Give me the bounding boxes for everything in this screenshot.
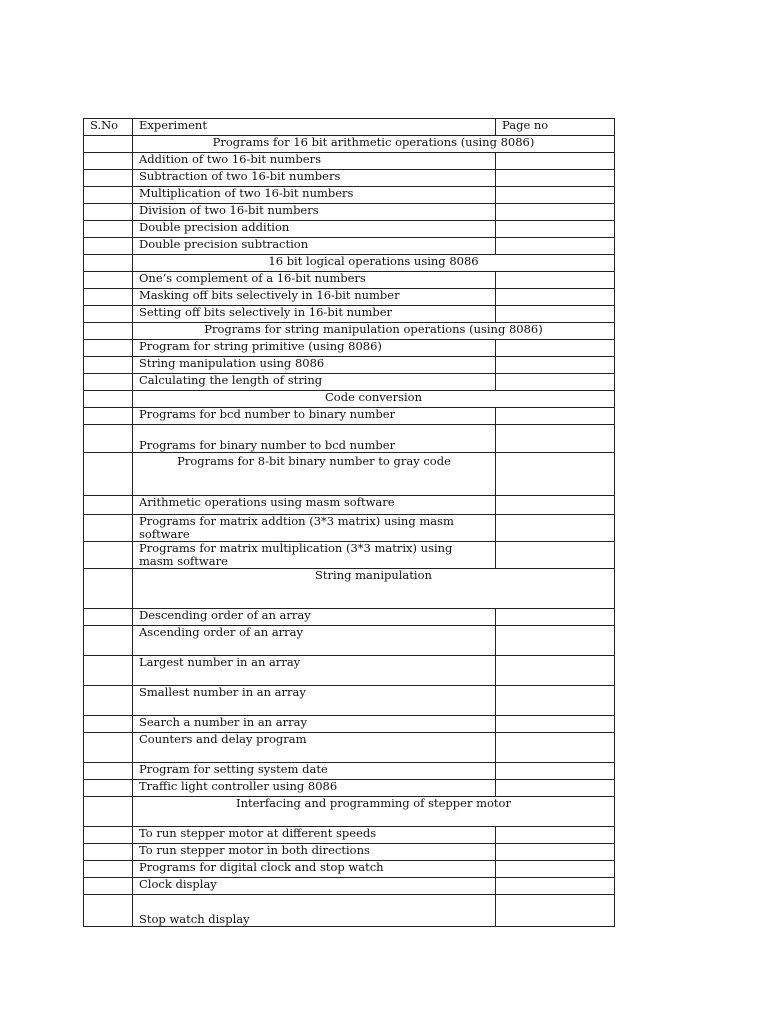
sno-cell <box>84 357 133 374</box>
experiment-cell: Stop watch display <box>133 895 496 927</box>
experiment-cell: Descending order of an array <box>133 609 496 626</box>
sno-cell <box>84 515 133 542</box>
experiment-cell: Double precision subtraction <box>133 238 496 255</box>
sno-cell <box>84 204 133 221</box>
table-row <box>84 895 615 927</box>
table-row <box>84 238 615 255</box>
table-row <box>84 686 615 716</box>
sno-cell <box>84 289 133 306</box>
experiment-cell: Program for setting system date <box>133 763 496 780</box>
sno-cell <box>84 861 133 878</box>
experiment-cell: Traffic light controller using 8086 <box>133 780 496 797</box>
page-no-cell <box>496 878 615 895</box>
experiment-cell: Double precision addition <box>133 221 496 238</box>
page-no-cell <box>496 170 615 187</box>
sno-cell <box>84 453 133 496</box>
sno-cell <box>84 391 133 408</box>
page-no-cell <box>496 408 615 425</box>
experiment-cell: Calculating the length of string <box>133 374 496 391</box>
table-row <box>84 827 615 844</box>
sno-cell <box>84 323 133 340</box>
experiment-cell: To run stepper motor at different speeds <box>133 827 496 844</box>
page-no-cell <box>496 221 615 238</box>
table-row <box>84 878 615 895</box>
section-row <box>84 255 615 272</box>
experiment-cell: Addition of two 16-bit numbers <box>133 153 496 170</box>
sno-cell <box>84 878 133 895</box>
section-row <box>84 323 615 340</box>
sno-cell <box>84 569 133 609</box>
page-no-cell <box>496 542 615 569</box>
section-heading: Interfacing and programming of stepper motor <box>133 797 615 827</box>
experiment-cell: Programs for matrix multiplication (3*3 matrix) using masm software <box>133 542 496 569</box>
page-no-cell <box>496 763 615 780</box>
header-experiment: Experiment <box>133 119 496 136</box>
table-row <box>84 425 615 453</box>
experiment-cell: Subtraction of two 16-bit numbers <box>133 170 496 187</box>
page-no-cell <box>496 716 615 733</box>
table-row <box>84 626 615 656</box>
page-no-cell <box>496 827 615 844</box>
experiment-cell: To run stepper motor in both directions <box>133 844 496 861</box>
page-no-cell <box>496 306 615 323</box>
experiment-cell: Smallest number in an array <box>133 686 496 716</box>
page-no-cell <box>496 453 615 496</box>
sno-cell <box>84 340 133 357</box>
section-heading: Programs for 16 bit arithmetic operations (using 8086) <box>133 136 615 153</box>
table-row <box>84 340 615 357</box>
sno-cell <box>84 844 133 861</box>
page-no-cell <box>496 357 615 374</box>
sno-cell <box>84 716 133 733</box>
header-page-no: Page no <box>496 119 615 136</box>
table-row <box>84 289 615 306</box>
sno-cell <box>84 425 133 453</box>
page-no-cell <box>496 844 615 861</box>
page-no-cell <box>496 289 615 306</box>
table-row <box>84 780 615 797</box>
sno-cell <box>84 306 133 323</box>
header-sno: S.No <box>84 119 133 136</box>
table-row <box>84 515 615 542</box>
page-no-cell <box>496 238 615 255</box>
page-no-cell <box>496 686 615 716</box>
sno-cell <box>84 255 133 272</box>
table-row <box>84 153 615 170</box>
sno-cell <box>84 170 133 187</box>
experiment-cell: Division of two 16-bit numbers <box>133 204 496 221</box>
experiment-cell: String manipulation using 8086 <box>133 357 496 374</box>
sno-cell <box>84 153 133 170</box>
experiment-cell: Setting off bits selectively in 16-bit number <box>133 306 496 323</box>
table-row <box>84 221 615 238</box>
experiment-cell: Programs for binary number to bcd number <box>133 425 496 453</box>
sno-cell <box>84 656 133 686</box>
page-no-cell <box>496 153 615 170</box>
experiment-index-table <box>83 118 615 927</box>
section-row <box>84 391 615 408</box>
sno-cell <box>84 221 133 238</box>
section-heading: Code conversion <box>133 391 615 408</box>
experiment-cell: Programs for digital clock and stop watch <box>133 861 496 878</box>
sno-cell <box>84 136 133 153</box>
experiment-cell: Clock display <box>133 878 496 895</box>
page-no-cell <box>496 656 615 686</box>
page-no-cell <box>496 733 615 763</box>
sno-cell <box>84 895 133 927</box>
sno-cell <box>84 542 133 569</box>
sno-cell <box>84 780 133 797</box>
sno-cell <box>84 763 133 780</box>
table-row <box>84 496 615 515</box>
page-no-cell <box>496 895 615 927</box>
section-row <box>84 797 615 827</box>
page-no-cell <box>496 187 615 204</box>
page-no-cell <box>496 204 615 221</box>
table-row <box>84 357 615 374</box>
section-row <box>84 569 615 609</box>
table-row <box>84 763 615 780</box>
table-row <box>84 272 615 289</box>
table-row <box>84 716 615 733</box>
sno-cell <box>84 609 133 626</box>
sno-cell <box>84 374 133 391</box>
page-no-cell <box>496 374 615 391</box>
experiment-cell: Largest number in an array <box>133 656 496 686</box>
page-no-cell <box>496 425 615 453</box>
page-no-cell <box>496 340 615 357</box>
table-row <box>84 609 615 626</box>
sno-cell <box>84 686 133 716</box>
experiment-cell: Counters and delay program <box>133 733 496 763</box>
table-row <box>84 861 615 878</box>
table-row <box>84 408 615 425</box>
page-no-cell <box>496 272 615 289</box>
table-row <box>84 204 615 221</box>
experiment-cell: Ascending order of an array <box>133 626 496 656</box>
table-row <box>84 542 615 569</box>
page-no-cell <box>496 515 615 542</box>
sno-cell <box>84 496 133 515</box>
table-row <box>84 306 615 323</box>
table-row <box>84 374 615 391</box>
section-heading: Programs for string manipulation operations (using 8086) <box>133 323 615 340</box>
experiment-cell: Search a number in an array <box>133 716 496 733</box>
experiment-cell: Multiplication of two 16-bit numbers <box>133 187 496 204</box>
experiment-cell: Programs for matrix addtion (3*3 matrix) using masm software <box>133 515 496 542</box>
sno-cell <box>84 797 133 827</box>
experiment-cell: Arithmetic operations using masm software <box>133 496 496 515</box>
table-header-row <box>84 119 615 136</box>
page-no-cell <box>496 626 615 656</box>
page-no-cell <box>496 496 615 515</box>
table-row <box>84 453 615 496</box>
experiment-cell: Programs for 8-bit binary number to gray code <box>133 453 496 496</box>
page-no-cell <box>496 780 615 797</box>
section-row <box>84 136 615 153</box>
experiment-cell: Masking off bits selectively in 16-bit number <box>133 289 496 306</box>
experiment-cell: Program for string primitive (using 8086) <box>133 340 496 357</box>
experiment-cell: One’s complement of a 16-bit numbers <box>133 272 496 289</box>
sno-cell <box>84 272 133 289</box>
page-no-cell <box>496 861 615 878</box>
table-row <box>84 656 615 686</box>
table-body <box>84 119 615 927</box>
section-heading: 16 bit logical operations using 8086 <box>133 255 615 272</box>
table-row <box>84 733 615 763</box>
sno-cell <box>84 408 133 425</box>
sno-cell <box>84 827 133 844</box>
table-row <box>84 844 615 861</box>
sno-cell <box>84 626 133 656</box>
sno-cell <box>84 733 133 763</box>
section-heading: String manipulation <box>133 569 615 609</box>
page-no-cell <box>496 609 615 626</box>
table-row <box>84 170 615 187</box>
sno-cell <box>84 187 133 204</box>
experiment-cell: Programs for bcd number to binary number <box>133 408 496 425</box>
sno-cell <box>84 238 133 255</box>
table-row <box>84 187 615 204</box>
